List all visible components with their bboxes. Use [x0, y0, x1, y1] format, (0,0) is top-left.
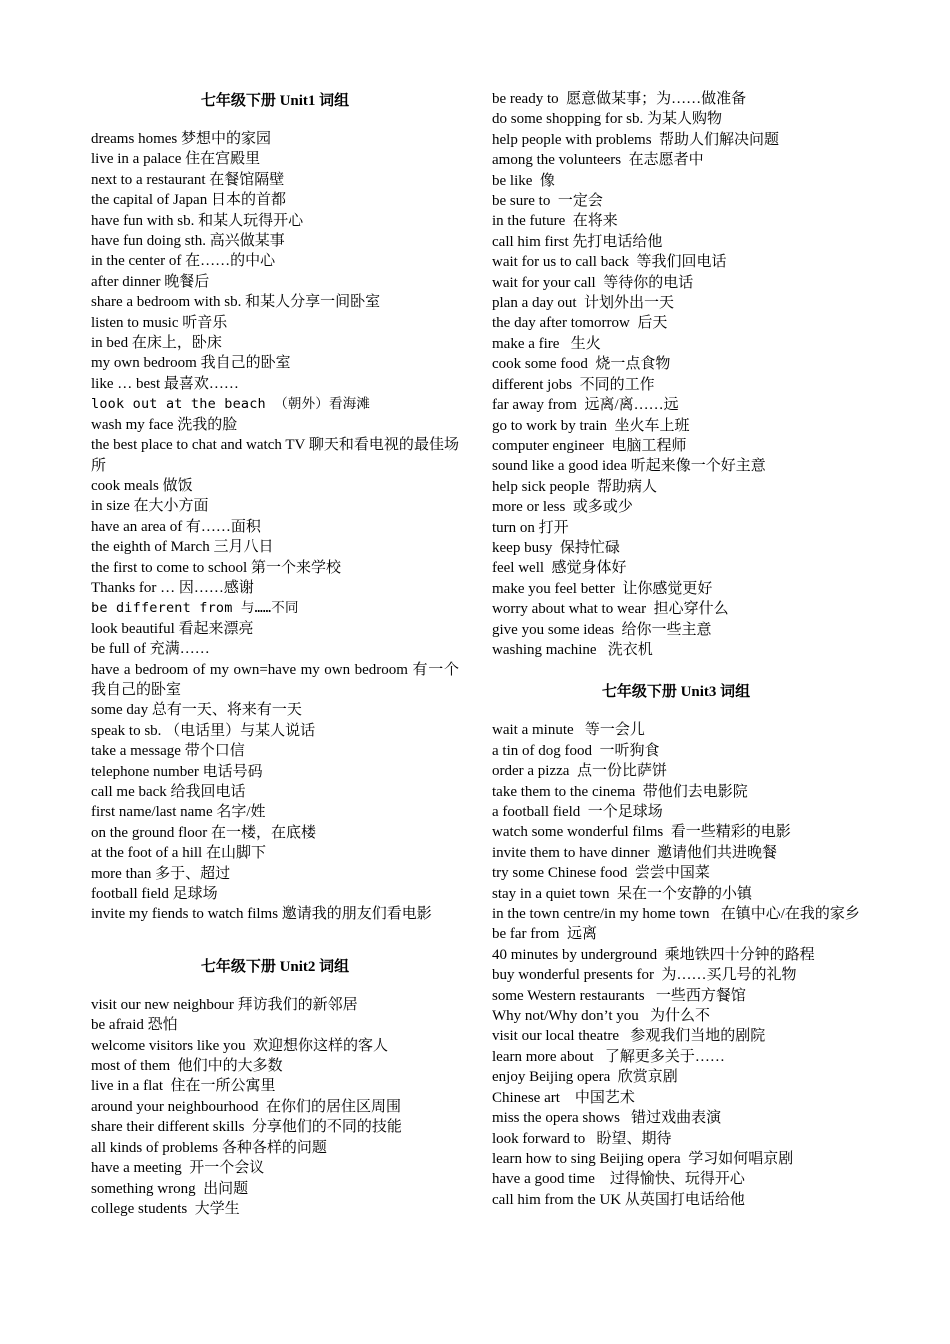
phrase-item: dreams homes 梦想中的家园: [91, 131, 271, 147]
phrase-item: have a meeting 开一个会议: [91, 1160, 265, 1177]
unit3-phrase-list: [492, 720, 860, 1210]
unit3-title: 七年级下册 Unit3 词组: [601, 684, 751, 701]
phrase-item: have a bedroom of my own=have my own bedroom 有一个我自己的卧室: [91, 661, 459, 698]
phrase-item: look out at the beach （朝外）看海滩: [91, 396, 371, 413]
phrase-item: learn more about 了解更多关于……: [492, 1048, 725, 1065]
phrase-item: speak to sb. （电话里）与某人说话: [91, 722, 316, 739]
phrase-item: share their different skills 分享他们的不同的技能: [91, 1119, 402, 1136]
phrase-item: telephone number 电话号码: [91, 763, 263, 780]
phrase-item: first name/last name 名字/姓: [91, 804, 266, 821]
phrase-item: the capital of Japan 日本的首都: [91, 192, 286, 209]
phrase-item: some day 总有一天、将来有一天: [91, 702, 302, 719]
phrase-item: football field 足球场: [91, 886, 218, 903]
phrase-item: learn how to sing Beijing opera 学习如何唱京剧: [492, 1150, 794, 1167]
phrase-item: call him from the UK 从英国打电话给他: [492, 1191, 745, 1208]
phrase-item: keep busy 保持忙碌: [492, 539, 620, 556]
phrase-item: wait for us to call back 等我们回电话: [492, 254, 727, 271]
phrase-item: my own bedroom 我自己的卧室: [91, 355, 291, 372]
phrase-item: plan a day out 计划外出一天: [492, 295, 675, 312]
phrase-item: cook some food 烧一点食物: [492, 356, 671, 373]
phrase-item: help people with problems 帮助人们解决问题: [492, 131, 780, 148]
phrase-item: computer engineer 电脑工程师: [492, 437, 687, 454]
phrase-item: have an area of 有……面积: [91, 518, 261, 535]
phrase-item: next to a restaurant 在餐馆隔壁: [91, 171, 285, 188]
phrase-item: in the future 在将来: [492, 213, 618, 230]
phrase-item: the first to come to school 第一个来学校: [91, 559, 341, 576]
phrase-item: more than 多于、超过: [91, 865, 231, 882]
phrase-item: have fun doing sth. 高兴做某事: [91, 233, 285, 250]
phrase-item: on the ground floor 在一楼，在底楼: [91, 824, 316, 841]
phrase-item: like … best 最喜欢……: [91, 375, 239, 392]
phrase-item: look beautiful 看起来漂亮: [91, 620, 254, 637]
phrase-item: turn on 打开: [492, 519, 569, 536]
phrase-item: visit our local theatre 参观我们当地的剧院: [492, 1028, 766, 1045]
phrase-item: be ready to 愿意做某事；为……做准备: [492, 91, 747, 107]
phrase-item: buy wonderful presents for 为……买几号的礼物: [492, 967, 797, 984]
phrase-item: be full of 充满……: [91, 641, 210, 658]
phrase-item: miss the opera shows 错过戏曲表演: [492, 1110, 722, 1127]
phrase-item: order a pizza 点一份比萨饼: [492, 763, 667, 780]
phrase-item: be like 像: [492, 172, 555, 189]
phrase-item: Chinese art 中国艺术: [492, 1089, 635, 1106]
phrase-item: the best place to chat and watch TV 聊天和看电视的最佳场所: [91, 437, 459, 474]
phrase-item: be sure to 一定会: [492, 193, 603, 210]
unit1-title: 七年级下册 Unit1 词组: [200, 93, 350, 109]
phrase-item: different jobs 不同的工作: [492, 376, 655, 393]
phrase-item: be afraid 恐怕: [91, 1017, 178, 1034]
phrase-item: around your neighbourhood 在你们的居住区周围: [91, 1098, 401, 1115]
phrase-item: in size 在大小方面: [91, 498, 209, 515]
phrase-item: Why not/Why don’t you 为什么不: [492, 1008, 711, 1025]
phrase-item: 40 minutes by underground 乘地铁四十分钟的路程: [492, 946, 815, 963]
left-column: [91, 89, 459, 1219]
phrase-item: have fun with sb. 和某人玩得开心: [91, 212, 304, 229]
phrase-item: in the center of 在……的中心: [91, 253, 276, 270]
phrase-item: be far from 远离: [492, 926, 597, 943]
phrase-item: feel well 感觉身体好: [492, 560, 627, 577]
phrase-item: far away from 远离/离……远: [492, 397, 679, 414]
phrase-item: invite my fiends to watch films 邀请我的朋友们看电影: [91, 906, 432, 923]
phrase-item: make you feel better 让你感觉更好: [492, 580, 713, 597]
phrase-item: be different from 与……不同: [91, 600, 299, 617]
phrase-item: help sick people 帮助病人: [492, 478, 657, 495]
phrase-item: sound like a good idea 听起来像一个好主意: [492, 458, 766, 475]
phrase-item: a football field 一个足球场: [492, 804, 663, 820]
phrase-item: do some shopping for sb. 为某人购物: [492, 111, 722, 128]
phrase-item: the eighth of March 三月八日: [91, 539, 274, 556]
phrase-item: most of them 他们中的大多数: [91, 1058, 283, 1075]
phrase-item: something wrong 出问题: [91, 1180, 249, 1197]
unit1-phrase-list: [91, 129, 459, 925]
phrase-item: welcome visitors like you 欢迎想你这样的客人: [91, 1037, 389, 1054]
phrase-item: some Western restaurants 一些西方餐馆: [492, 987, 746, 1004]
phrase-item: listen to music 听音乐: [91, 314, 228, 331]
phrase-item: visit our new neighbour 拜访我们的新邻居: [91, 996, 358, 1013]
phrase-item: among the volunteers 在志愿者中: [492, 152, 704, 169]
phrase-item: stay in a quiet town 呆在一个安静的小镇: [492, 885, 752, 902]
phrase-item: go to work by train 坐火车上班: [492, 417, 690, 434]
phrase-item: invite them to have dinner 邀请他们共进晚餐: [492, 844, 777, 861]
unit2-phrase-list-continued: [492, 89, 860, 660]
phrase-item: try some Chinese food 尝尝中国菜: [492, 865, 710, 882]
phrase-item: worry about what to wear 担心穿什么: [492, 601, 729, 618]
phrase-item: live in a flat 住在一所公寓里: [91, 1078, 276, 1095]
phrase-item: live in a palace 住在宫殿里: [91, 151, 261, 168]
phrase-item: look forward to 盼望、期待: [492, 1130, 672, 1147]
phrase-item: after dinner 晚餐后: [91, 273, 210, 290]
phrase-item: washing machine 洗衣机: [492, 641, 653, 658]
phrase-item: take a message 带个口信: [91, 743, 245, 760]
phrase-item: watch some wonderful films 看一些精彩的电影: [492, 824, 791, 841]
unit2-title: 七年级下册 Unit2 词组: [200, 958, 350, 975]
phrase-item: the day after tomorrow 后天: [492, 315, 668, 332]
phrase-item: wait a minute 等一会儿: [492, 722, 645, 739]
phrase-item: all kinds of problems 各种各样的问题: [91, 1139, 327, 1156]
phrase-item: more or less 或多或少: [492, 499, 633, 516]
phrase-item: in the town centre/in my home town 在镇中心/在我的家乡: [492, 906, 860, 923]
phrase-item: wash my face 洗我的脸: [91, 416, 238, 433]
phrase-item: share a bedroom with sb. 和某人分享一间卧室: [91, 294, 381, 311]
phrase-item: call me back 给我回电话: [91, 784, 246, 800]
phrase-item: college students 大学生: [91, 1200, 240, 1217]
phrase-item: in bed 在床上，卧床: [91, 335, 222, 352]
phrase-item: make a fire 生火: [492, 335, 601, 352]
right-column: [492, 89, 860, 1210]
phrase-item: take them to the cinema 带他们去电影院: [492, 783, 748, 800]
phrase-item: a tin of dog food 一听狗食: [492, 742, 660, 759]
phrase-item: cook meals 做饭: [91, 477, 193, 494]
phrase-item: enjoy Beijing opera 欣赏京剧: [492, 1069, 678, 1086]
phrase-item: Thanks for … 因……感谢: [91, 579, 254, 596]
unit2-phrase-list: [91, 995, 459, 1219]
phrase-item: have a good time 过得愉快、玩得开心: [492, 1171, 745, 1188]
phrase-item: wait for your call 等待你的电话: [492, 274, 694, 291]
phrase-item: at the foot of a hill 在山脚下: [91, 845, 266, 862]
phrase-item: give you some ideas 给你一些主意: [492, 621, 712, 638]
phrase-item: call him first 先打电话给他: [492, 233, 663, 250]
